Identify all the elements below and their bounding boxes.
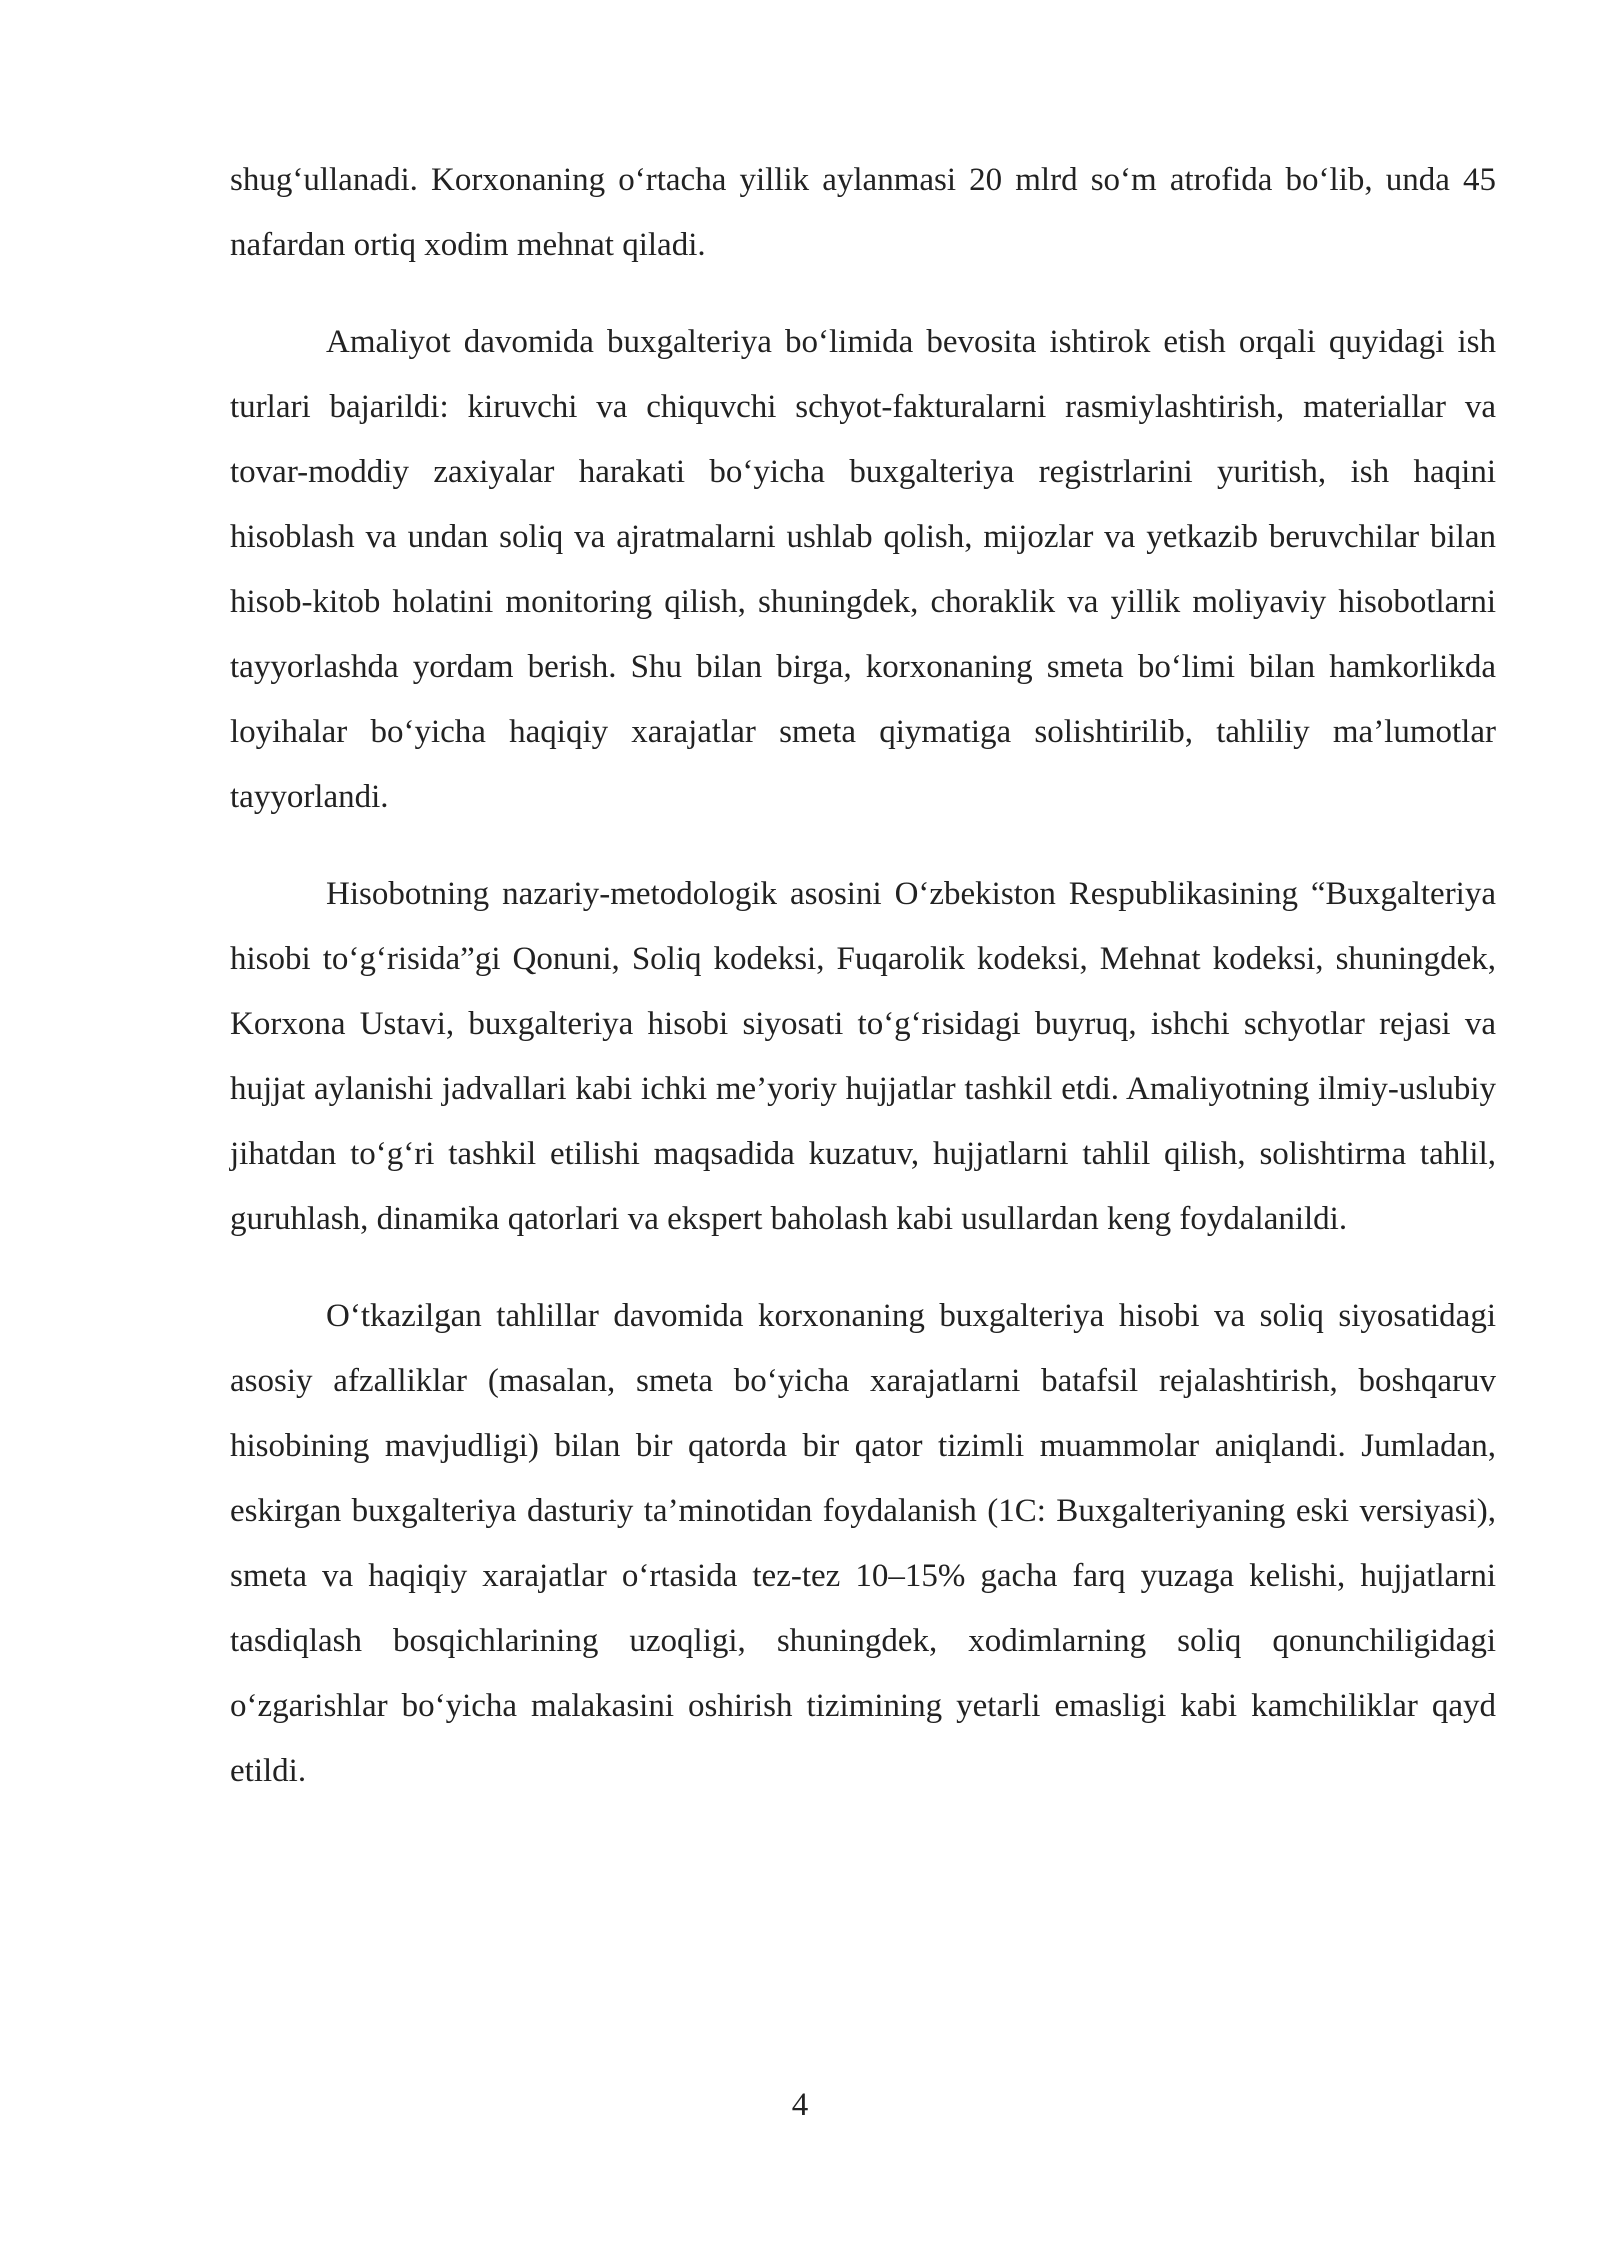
- paragraph-methodology: Hisobotning nazariy-metodologik asosini O‘zbekiston Respublikasining “Buxgalteriya hisobi to‘g‘risida”gi Qonuni, Soliq kodeksi, Fuqarolik kodeksi, Mehnat kodeksi, shuningdek, Korxona Ustavi, buxgalteriya hisobi siyosati to‘g‘risidagi buyruq, ishchi schyotlar rejasi va hujjat aylanishi jadvallari kabi ichki me’yoriy hujjatlar tashkil etdi. Amaliyotning ilmiy-uslubiy jihatdan to‘g‘ri tashkil etilishi maqsadida kuzatuv, hujjatlarni tahlil qilish, solishtirma tahlil, guruhlash, dinamika qatorlari va ekspert baholash kabi usullardan keng foydalanildi.: [230, 876, 1496, 1237]
- page-number: 4: [791, 2087, 809, 2123]
- document-body: [230, 148, 1496, 1804]
- paragraph-analysis-findings: O‘tkazilgan tahlillar davomida korxonaning buxgalteriya hisobi va soliq siyosatidagi asosiy afzalliklar (masalan, smeta bo‘yicha xarajatlarni batafsil rejalashtirish, boshqaruv hisobining mavjudligi) bilan bir qatorda bir qator tizimli muammolar aniqlandi. Jumladan, eskirgan buxgalteriya dasturiy ta’minotidan foydalanish (1C: Buxgalteriyaning eski versiyasi), smeta va haqiqiy xarajatlar o‘rtasida tez-tez 10–15% gacha farq yuzaga kelishi, hujjatlarni tasdiqlash bosqichlarining uzoqligi, shuningdek, xodimlarning soliq qonunchiligidagi o‘zgarishlar bo‘yicha malakasini oshirish tizimining yetarli emasligi kabi kamchiliklar qayd etildi.: [230, 1298, 1496, 1789]
- paragraph-continuation: shug‘ullanadi. Korxonaning o‘rtacha yillik aylanmasi 20 mlrd so‘m atrofida bo‘lib, unda 45 nafardan ortiq xodim mehnat qiladi.: [230, 162, 1496, 263]
- paragraph-practice-work: Amaliyot davomida buxgalteriya bo‘limida bevosita ishtirok etish orqali quyidagi ish turlari bajarildi: kiruvchi va chiquvchi schyot-fakturalarni rasmiylashtirish, materiallar va tovar-moddiy zaxiyalar harakati bo‘yicha buxgalteriya registrlarini yuritish, ish haqini hisoblash va undan soliq va ajratmalarni ushlab qolish, mijozlar va yetkazib beruvchilar bilan hisob-kitob holatini monitoring qilish, shuningdek, choraklik va yillik moliyaviy hisobotlarni tayyorlashda yordam berish. Shu bilan birga, korxonaning smeta bo‘limi bilan hamkorlikda loyihalar bo‘yicha haqiqiy xarajatlar smeta qiymatiga solishtirilib, tahliliy ma’lumotlar tayyorlandi.: [230, 324, 1496, 815]
